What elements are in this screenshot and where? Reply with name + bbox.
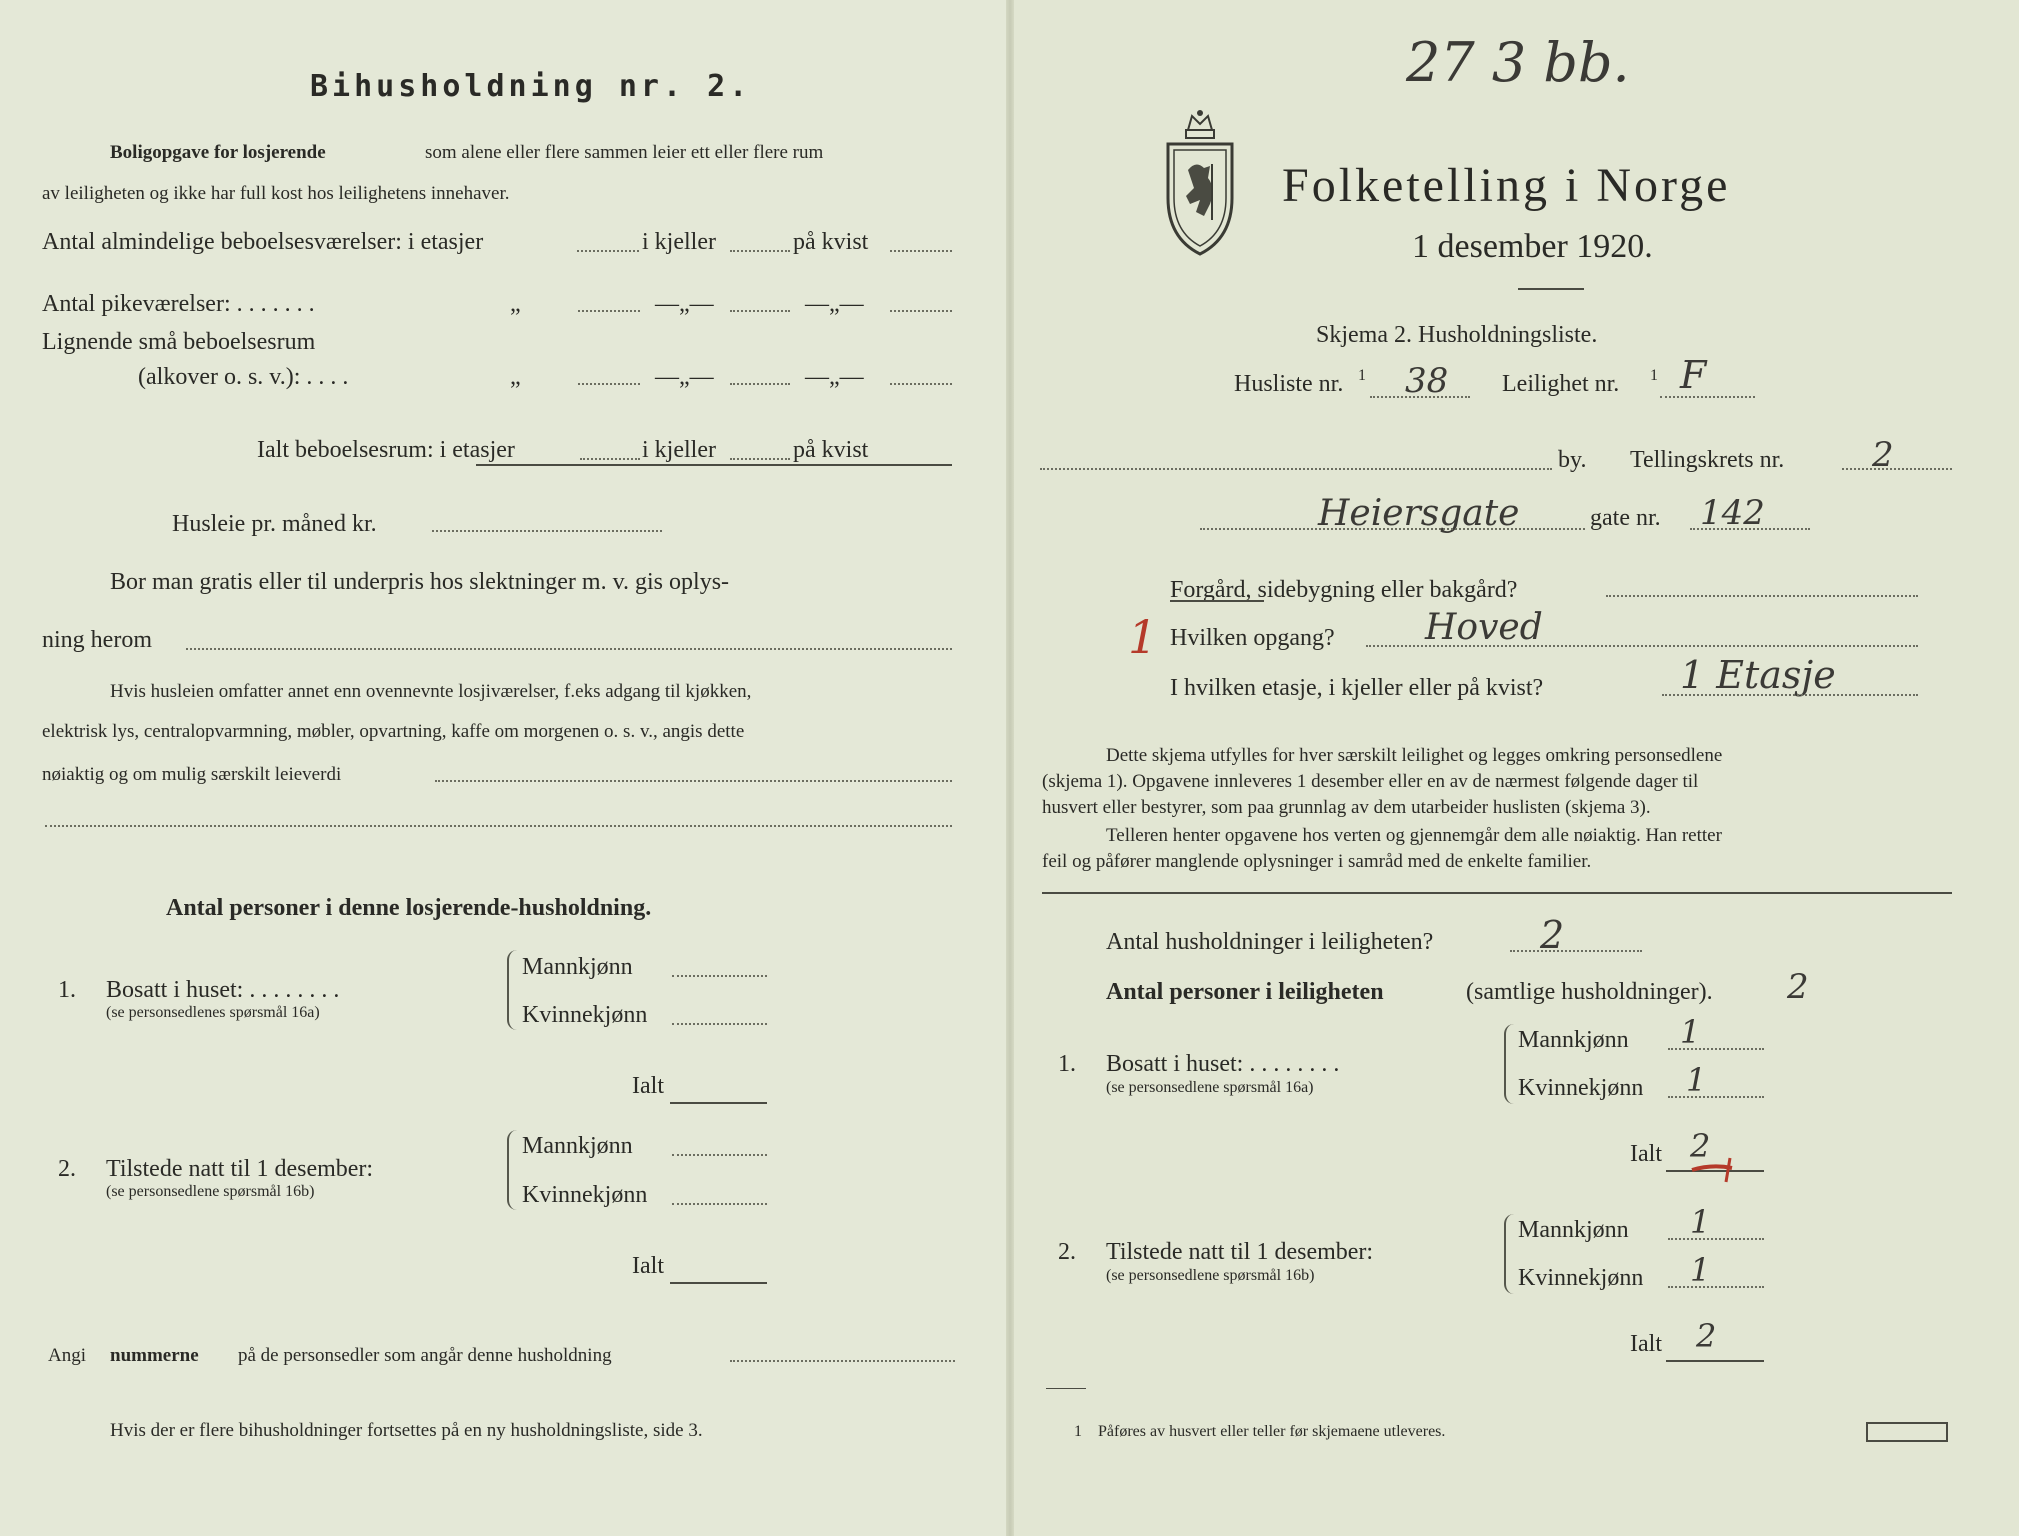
forgard-label: Forgård, sidebygning eller bakgård? — [1170, 577, 1518, 603]
dette-line-1: Dette skjema utfylles for hver særskilt leilighet og legges omkring personsedlene — [1106, 745, 1723, 766]
left-q2-kvinne: Kvinnekjønn — [522, 1182, 648, 1208]
row3-kjeller-field[interactable] — [730, 383, 790, 385]
leilighet-value[interactable]: F — [1680, 353, 1707, 397]
row3-ditto-3: —„— — [805, 364, 864, 390]
right-q2-mann-value[interactable]: 1 — [1690, 1203, 1711, 1241]
row3-label-1: Lignende små beboelsesrum — [42, 329, 316, 355]
footnote-text: Påføres av husvert eller teller før skjemaene utleveres. — [1098, 1423, 1446, 1440]
husliste-label: Husliste nr. — [1234, 371, 1344, 397]
right-q2-mann-field[interactable] — [1668, 1238, 1764, 1240]
right-q2-num: 2. — [1058, 1239, 1076, 1265]
right-q1-label: Bosatt i huset: . . . . . . . . — [1106, 1051, 1340, 1077]
row1-etasjer-field[interactable] — [577, 250, 639, 252]
ialt-etasjer-field[interactable] — [580, 458, 640, 460]
left-q1-ialt: Ialt — [632, 1073, 664, 1099]
gratis-line-1: Bor man gratis eller til underpris hos slektninger m. v. gis oplys- — [110, 569, 730, 595]
gratis-field[interactable] — [186, 648, 952, 650]
ialt-kjeller-field[interactable] — [730, 458, 790, 460]
opgang-field[interactable] — [1366, 645, 1918, 647]
tellingskrets-value[interactable]: 2 — [1872, 435, 1894, 475]
right-q1-kvinne-value[interactable]: 1 — [1686, 1061, 1707, 1099]
left-q1-sub: (se personsedlenes spørsmål 16a) — [106, 1004, 320, 1021]
row3-ditto-2: —„— — [655, 364, 714, 390]
right-q2-label: Tilstede natt til 1 desember: — [1106, 1239, 1374, 1265]
right-q1-mann-value[interactable]: 1 — [1680, 1013, 1701, 1051]
row3-kvist-field[interactable] — [890, 383, 952, 385]
left-q1-ialt-field[interactable] — [670, 1102, 767, 1104]
right-q2-ialt: Ialt — [1630, 1331, 1662, 1357]
row1-kjeller-field[interactable] — [730, 250, 790, 252]
etasje-field[interactable] — [1662, 694, 1918, 696]
tellingskrets-field[interactable] — [1842, 468, 1952, 470]
angi-bold: nummerne — [110, 1345, 199, 1366]
angi-field[interactable] — [730, 1360, 955, 1362]
page-fold — [1006, 0, 1014, 1536]
gratis-line-2: ning herom — [42, 627, 152, 653]
left-title: Bihusholdning nr. 2. — [310, 69, 752, 104]
husleie-field[interactable] — [432, 530, 662, 532]
row2-ditto-2: —„— — [655, 291, 714, 317]
gate-value[interactable]: Heiersgate — [1318, 493, 1520, 534]
skjema-label: Skjema 2. Husholdningsliste. — [1316, 322, 1598, 348]
right-q1-ialt-value[interactable]: 2 — [1690, 1127, 1711, 1165]
row2-ditto-3: —„— — [805, 291, 864, 317]
gate-nr-field[interactable] — [1690, 528, 1810, 530]
right-date: 1 desember 1920. — [1412, 228, 1653, 265]
antal-pers-value[interactable]: 2 — [1787, 967, 1809, 1007]
left-q2-mann-field[interactable] — [672, 1154, 767, 1156]
right-q1-mann-field[interactable] — [1668, 1048, 1764, 1050]
right-q2-brace — [1504, 1214, 1516, 1294]
dette-line-2: (skjema 1). Opgavene innleveres 1 desember eller en av de nærmest følgende dager til — [1042, 771, 1699, 792]
left-q1-num: 1. — [58, 977, 76, 1003]
left-antal-heading: Antal personer i denne losjerende-husholdning. — [166, 895, 652, 921]
right-q2-ialt-value[interactable]: 2 — [1696, 1317, 1717, 1355]
left-footer: Hvis der er flere bihusholdninger fortsettes på en ny husholdningsliste, side 3. — [110, 1420, 703, 1441]
ialt-kvist-label: på kvist — [793, 437, 869, 463]
angi-pre: Angi — [48, 1345, 86, 1366]
left-q2-label: Tilstede natt til 1 desember: — [106, 1156, 374, 1182]
forgard-underline — [1170, 600, 1264, 602]
opgang-label: Hvilken opgang? — [1170, 625, 1335, 651]
right-q2-mann: Mannkjønn — [1518, 1217, 1629, 1243]
right-q1-ialt: Ialt — [1630, 1141, 1662, 1167]
husliste-footnote-mark: 1 — [1358, 367, 1366, 384]
hvis-field-1[interactable] — [435, 780, 952, 782]
etasje-label: I hvilken etasje, i kjeller eller på kvist? — [1170, 675, 1544, 701]
left-q2-kvinne-field[interactable] — [672, 1203, 767, 1205]
right-q2-kvinne: Kvinnekjønn — [1518, 1265, 1644, 1291]
antal-pers-bold: Antal personer i leiligheten — [1106, 979, 1384, 1005]
ialt-label: Ialt beboelsesrum: i etasjer — [257, 437, 515, 463]
right-q1-num: 1. — [1058, 1051, 1076, 1077]
leilighet-field[interactable] — [1660, 396, 1755, 398]
intro-rest-1: som alene eller flere sammen leier ett eller flere rum — [425, 142, 824, 163]
red-correction-mark-icon — [1688, 1150, 1748, 1190]
row1-kvist-label: på kvist — [793, 229, 869, 255]
ialt-underline — [476, 464, 952, 466]
right-q1-mann: Mannkjønn — [1518, 1027, 1629, 1053]
left-q2-num: 2. — [58, 1156, 76, 1182]
left-q2-mann: Mannkjønn — [522, 1133, 633, 1159]
dette-line-3: husvert eller bestyrer, som paa grunnlag av dem utarbeider huslisten (skjema 3). — [1042, 797, 1651, 818]
left-q2-sub: (se personsedlene spørsmål 16b) — [106, 1183, 315, 1200]
row3-label-2: (alkover o. s. v.): . . . . — [138, 364, 349, 390]
husliste-field[interactable] — [1370, 396, 1470, 398]
right-q1-kvinne: Kvinnekjønn — [1518, 1075, 1644, 1101]
right-title: Folketelling i Norge — [1282, 159, 1731, 212]
dette-line-4: Telleren henter opgavene hos verten og gjennemgår dem alle nøiaktig. Han retter — [1106, 825, 1722, 846]
footnote-rule — [1046, 1388, 1086, 1389]
row3-ditto: „ — [510, 364, 521, 390]
angi-post: på de personsedler som angår denne husholdning — [238, 1345, 612, 1366]
hvis-line-1: Hvis husleien omfatter annet enn ovennevnte losjiværelser, f.eks adgang til kjøkken, — [110, 681, 752, 702]
forgard-field[interactable] — [1606, 595, 1918, 597]
husleie-label: Husleie pr. måned kr. — [172, 511, 377, 537]
row2-etasjer-field[interactable] — [578, 310, 640, 312]
footnote-number: 1 — [1074, 1423, 1082, 1440]
gate-nr-value[interactable]: 142 — [1700, 493, 1765, 533]
right-q2-kvinne-field[interactable] — [1668, 1286, 1764, 1288]
hvis-field-2[interactable] — [45, 825, 952, 827]
left-q1-mann: Mannkjønn — [522, 954, 633, 980]
title-divider — [1518, 288, 1584, 290]
intro-rest-2: av leiligheten og ikke har full kost hos leilighetens innehaver. — [42, 183, 510, 204]
left-q1-label: Bosatt i huset: . . . . . . . . — [106, 977, 340, 1003]
row1-kvist-field[interactable] — [890, 250, 952, 252]
intro-bold: Boligopgave for losjerende — [110, 142, 326, 163]
tellingskrets-label: Tellingskrets nr. — [1630, 447, 1785, 473]
gate-field[interactable] — [1200, 528, 1585, 530]
row2-kvist-field[interactable] — [890, 310, 952, 312]
right-q1-kvinne-field[interactable] — [1668, 1096, 1764, 1098]
opgang-margin-mark: 1 — [1128, 610, 1158, 664]
opgang-value[interactable]: Hoved — [1425, 607, 1543, 648]
hvis-line-2: elektrisk lys, centralopvarmning, møbler, opvartning, kaffe om morgenen o. s. v., angis dette — [42, 721, 745, 742]
antal-hush-field[interactable] — [1510, 950, 1642, 952]
left-q1-mann-field[interactable] — [672, 975, 767, 977]
norway-coat-of-arms-icon — [1160, 108, 1240, 258]
right-q2-kvinne-value[interactable]: 1 — [1690, 1251, 1711, 1289]
row2-label: Antal pikeværelser: . . . . . . . — [42, 291, 315, 317]
printer-stamp — [1866, 1422, 1948, 1442]
right-q1-sub: (se personsedlene spørsmål 16a) — [1106, 1079, 1314, 1096]
etasje-value[interactable]: 1 Etasje — [1680, 653, 1836, 697]
leilighet-label: Leilighet nr. — [1502, 371, 1620, 397]
row1-label: Antal almindelige beboelsesværelser: i etasjer — [42, 229, 484, 255]
antal-hush-value[interactable]: 2 — [1540, 913, 1565, 957]
left-q2-ialt: Ialt — [632, 1253, 664, 1279]
archive-mark: 27 3 bb. — [1406, 31, 1630, 94]
by-field[interactable] — [1040, 468, 1552, 470]
ialt-kjeller-label: i kjeller — [642, 437, 716, 463]
gate-label: gate nr. — [1590, 505, 1661, 531]
husliste-value[interactable]: 38 — [1405, 361, 1449, 401]
hvis-line-3: nøiaktig og om mulig særskilt leieverdi — [42, 764, 342, 785]
row1-kjeller-label: i kjeller — [642, 229, 716, 255]
row3-etasjer-field[interactable] — [578, 383, 640, 385]
dette-line-5: feil og påfører manglende oplysninger i samråd med de enkelte familier. — [1042, 851, 1592, 872]
row2-ditto: „ — [510, 291, 521, 317]
instructions-divider — [1042, 892, 1952, 894]
by-label: by. — [1558, 447, 1587, 473]
antal-pers-rest: (samtlige husholdninger). — [1466, 979, 1713, 1005]
left-q2-brace — [507, 1130, 519, 1210]
left-q1-brace — [507, 950, 519, 1030]
left-q2-ialt-field[interactable] — [670, 1282, 767, 1284]
right-q2-sub: (se personsedlene spørsmål 16b) — [1106, 1267, 1315, 1284]
antal-hush-label: Antal husholdninger i leiligheten? — [1106, 929, 1434, 955]
right-q2-ialt-field[interactable] — [1666, 1360, 1764, 1362]
leilighet-footnote-mark: 1 — [1650, 367, 1658, 384]
left-q1-kvinne-field[interactable] — [672, 1023, 767, 1025]
row2-kjeller-field[interactable] — [730, 310, 790, 312]
left-q1-kvinne: Kvinnekjønn — [522, 1002, 648, 1028]
right-q1-brace — [1504, 1024, 1516, 1104]
